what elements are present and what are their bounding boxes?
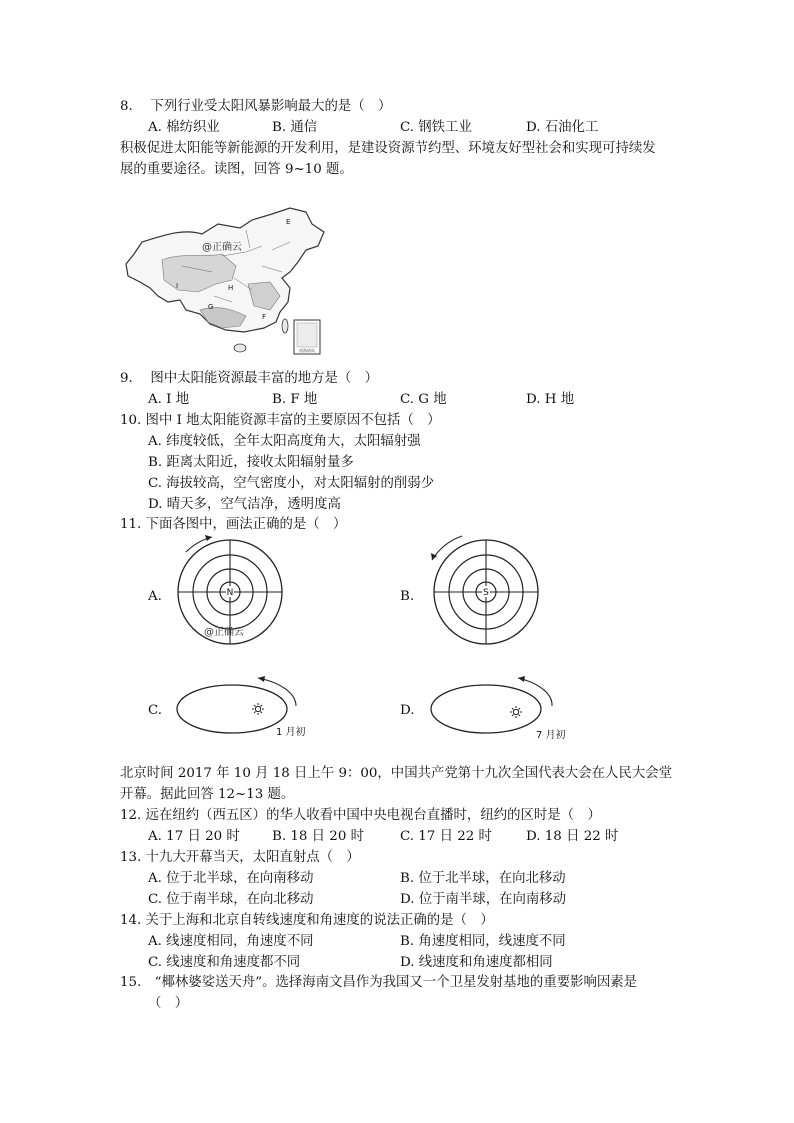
sun-icon <box>252 703 264 715</box>
inset-label: 南海诸岛 <box>299 348 315 353</box>
q12-option-b: B. 18 日 20 时 <box>272 829 364 844</box>
hainan-island <box>234 344 246 352</box>
map-label-e: E <box>286 218 291 226</box>
q9-option-d: D. H 地 <box>526 392 575 407</box>
map-label-g: G <box>208 303 214 311</box>
orbit-arrow-d <box>518 678 552 706</box>
q14-option-a: A. 线速度相同，角速度不同 <box>148 934 314 949</box>
q11-figure-d-orbit <box>426 672 576 744</box>
q11-figure-b-polar-view <box>424 534 544 644</box>
q9-option-b: B. F 地 <box>272 392 318 407</box>
q15-stem: 15. “椰林婆娑送天舟”。选择海南文昌作为我国又一个卫星发射基地的重要影响因素是 <box>120 975 638 990</box>
q14-option-d: D. 线速度和角速度都相同 <box>400 955 553 970</box>
q10-option-b: B. 距离太阳近，接收太阳辐射量多 <box>148 455 354 470</box>
q13-option-b: B. 位于北半球，在向北移动 <box>400 871 566 886</box>
map-label-h: H <box>228 284 234 292</box>
passage-12-13-line1: 北京时间 2017 年 10 月 18 日上午 9：00，中国共产党第十九次全国代表大会在人民大会堂 <box>120 766 673 781</box>
q8-option-a: A. 棉纺织业 <box>148 120 220 135</box>
figure-a-watermark: @正确云 <box>204 627 244 638</box>
q14-stem: 14. 关于上海和北京自转线速度和角速度的说法正确的是（ ） <box>120 913 494 928</box>
q8-option-b: B. 通信 <box>272 120 318 135</box>
q13-stem: 13. 十九大开幕当天，太阳直射点（ ） <box>120 850 360 865</box>
passage-12-13-line2: 开幕。据此回答 12~13 题。 <box>120 787 295 802</box>
inset-box <box>294 320 320 354</box>
q11-stem: 11. 下面各图中，画法正确的是（ ） <box>120 517 347 532</box>
q9-stem: 9. 图中太阳能资源最丰富的地方是（ ） <box>120 371 379 386</box>
orbit-caption-d: 7 月初 <box>536 730 566 741</box>
q8-option-c: C. 钢铁工业 <box>400 120 472 135</box>
q8-stem: 8. 下列行业受太阳风暴影响最大的是（ ） <box>120 99 392 114</box>
q11-label-d: D. <box>400 703 415 718</box>
q10-stem: 10. 图中 I 地太阳能资源丰富的主要原因不包括（ ） <box>120 413 441 428</box>
arrowhead-a <box>205 535 212 541</box>
q15-stem-cont: （ ） <box>148 996 189 1011</box>
q13-option-d: D. 位于南半球，在向南移动 <box>400 892 567 907</box>
q14-option-c: C. 线速度和角速度都不同 <box>148 955 301 970</box>
q14-option-b: B. 角速度相同，线速度不同 <box>400 934 566 949</box>
q11-figure-a-polar-view <box>172 534 292 644</box>
q9-option-c: C. G 地 <box>400 392 447 407</box>
taiwan-island <box>282 319 288 333</box>
passage-9-10-line1: 积极促进太阳能等新能源的开发利用，是建设资源节约型、环境友好型社会和实现可持续发 <box>120 141 656 156</box>
china-solar-map <box>122 206 334 360</box>
map-label-f: F <box>262 313 267 321</box>
q10-option-d: D. 晴天多，空气洁净，透明度高 <box>148 497 341 512</box>
passage-9-10-line2: 展的重要途径。读图，回答 9~10 题。 <box>120 162 353 177</box>
q12-option-d: D. 18 日 22 时 <box>526 829 619 844</box>
orbit-arrowhead-d <box>518 676 525 682</box>
q12-stem: 12. 远在纽约（西五区）的华人收看中国中央电视台直播时，纽约的区时是（ ） <box>120 808 601 823</box>
q11-label-c: C. <box>148 703 163 718</box>
orbit-arrow-c <box>258 678 296 706</box>
orbit-arrowhead-c <box>258 676 265 682</box>
q11-label-a: A. <box>148 589 162 604</box>
q13-option-c: C. 位于南半球，在向北移动 <box>148 892 314 907</box>
map-watermark: @正确云 <box>202 242 242 253</box>
pole-label-n: N <box>226 588 234 598</box>
q12-option-a: A. 17 日 20 时 <box>148 829 240 844</box>
q11-figure-c-orbit <box>172 672 306 744</box>
q10-option-c: C. 海拔较高，空气密度小，对太阳辐射的削弱少 <box>148 476 435 491</box>
orbit-caption-c: 1 月初 <box>276 727 306 738</box>
q13-option-a: A. 位于北半球，在向南移动 <box>148 871 314 886</box>
q9-option-a: A. I 地 <box>148 392 190 407</box>
q10-option-a: A. 纬度较低，全年太阳高度角大，太阳辐射强 <box>148 434 421 449</box>
q8-option-d: D. 石油化工 <box>526 120 599 135</box>
q12-option-c: C. 17 日 22 时 <box>400 829 492 844</box>
map-label-i: I <box>176 282 179 290</box>
pole-label-s: S <box>483 588 489 598</box>
q11-label-b: B. <box>400 589 415 604</box>
sun-icon <box>510 706 522 718</box>
